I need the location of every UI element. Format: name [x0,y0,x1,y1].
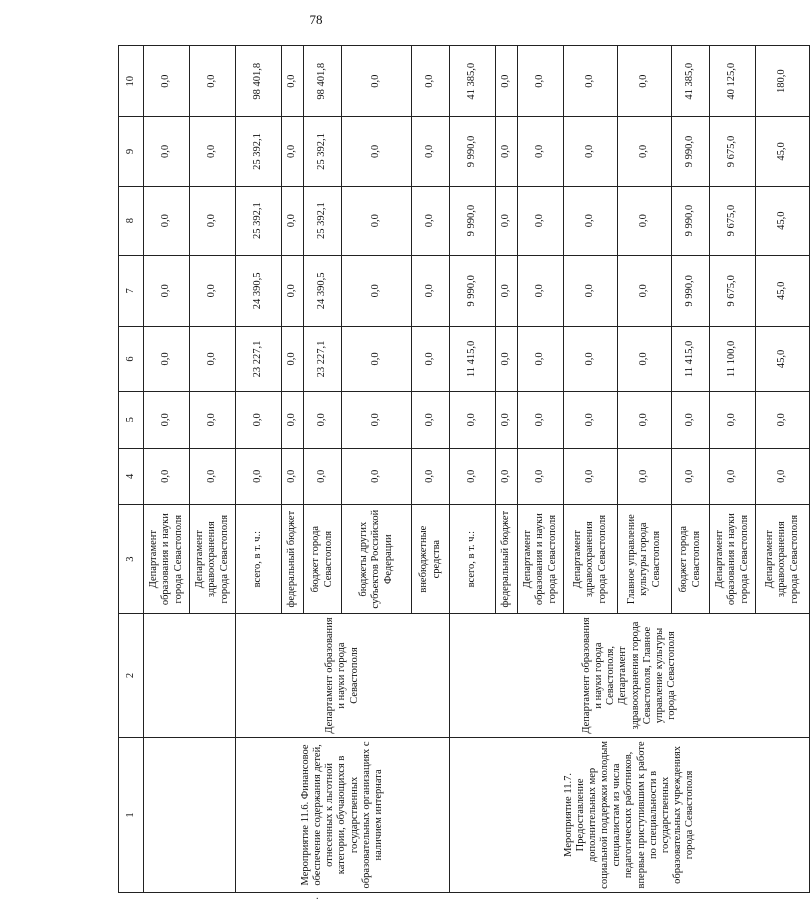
value-cell: 9 990,0 [672,117,710,186]
value-cell: 0,0 [282,186,304,255]
value-cell: 98 401,8 [304,46,342,117]
value-cell: 0,0 [756,391,810,448]
value-cell: 0,0 [282,46,304,117]
value-cell: 11 415,0 [672,326,710,391]
value-cell: 0,0 [282,326,304,391]
value-cell: 0,0 [518,117,564,186]
value-cell: 9 675,0 [710,186,756,255]
budget-table [118,45,810,893]
measure-cell: Мероприятие 11.6. Финансовое обеспечение содержания детей, отнесенных к льготной категории, обучающихся в государственных образовательных организациях с наличием интерната [236,737,450,892]
source-cell: федеральный бюджет [282,505,304,614]
value-cell: 0,0 [236,448,282,505]
source-cell: федеральный бюджет [496,505,518,614]
value-cell: 0,0 [710,448,756,505]
value-cell: 0,0 [342,255,412,326]
source-cell: Департамент образования и науки города Севастополя [518,505,564,614]
value-cell: 23 227,1 [236,326,282,391]
value-cell: 0,0 [618,46,672,117]
value-cell: 9 675,0 [710,255,756,326]
value-cell: 0,0 [342,326,412,391]
value-cell: 0,0 [144,448,190,505]
measure-cell: Мероприятие 11.7. Предоставление дополнительных мер социальной поддержки молодым специалистам из числа педагогических работников, впервые приступившим к работе по специальности в государственных образовательных учреждениях города Севастополя [450,737,810,892]
source-cell: Главное управление культуры города Севастополя [618,505,672,614]
header-cell: 9 [119,117,144,186]
source-cell: Департамент образования и науки города Севастополя [710,505,756,614]
value-cell: 23 227,1 [304,326,342,391]
value-cell: 25 392,1 [304,186,342,255]
source-cell: всего, в т. ч.: [450,505,496,614]
value-cell: 0,0 [618,186,672,255]
source-cell: внебюджетные средства [412,505,450,614]
header-cell: 6 [119,326,144,391]
value-cell: 0,0 [412,391,450,448]
source-cell: всего, в т. ч.: [236,505,282,614]
value-cell: 0,0 [518,46,564,117]
value-cell: 0,0 [672,448,710,505]
value-cell: 24 390,5 [304,255,342,326]
value-cell: 25 392,1 [304,117,342,186]
value-cell: 41 385,0 [450,46,496,117]
value-cell: 9 675,0 [710,117,756,186]
value-cell: 0,0 [190,391,236,448]
value-cell: 11 100,0 [710,326,756,391]
value-cell: 0,0 [144,46,190,117]
value-cell: 41 385,0 [672,46,710,117]
value-cell: 9 990,0 [450,117,496,186]
header-cell: 10 [119,46,144,117]
value-cell: 0,0 [450,391,496,448]
executor-cell [144,614,236,738]
value-cell: 0,0 [518,448,564,505]
value-cell: 0,0 [412,117,450,186]
source-cell: Департамент здравоохранения города Севастополя [190,505,236,614]
value-cell: 0,0 [236,391,282,448]
value-cell: 0,0 [342,117,412,186]
value-cell: 45,0 [756,326,810,391]
value-cell: 0,0 [564,46,618,117]
value-cell: 9 990,0 [672,186,710,255]
source-cell: Департамент образования и науки города Севастополя [144,505,190,614]
value-cell: 40 125,0 [710,46,756,117]
value-cell: 0,0 [564,117,618,186]
table-row [450,46,496,893]
value-cell: 0,0 [342,448,412,505]
value-cell: 0,0 [282,117,304,186]
value-cell: 0,0 [144,255,190,326]
value-cell: 0,0 [518,255,564,326]
value-cell: 0,0 [518,391,564,448]
value-cell: 0,0 [190,448,236,505]
value-cell: 0,0 [190,186,236,255]
value-cell: 0,0 [190,46,236,117]
table-row [144,46,190,893]
value-cell: 24 390,5 [236,255,282,326]
value-cell: 0,0 [282,448,304,505]
value-cell: 0,0 [412,448,450,505]
header-cell: 8 [119,186,144,255]
value-cell: 0,0 [190,326,236,391]
value-cell: 9 990,0 [672,255,710,326]
value-cell: 0,0 [304,391,342,448]
header-cell: 4 [119,448,144,505]
value-cell: 25 392,1 [236,117,282,186]
value-cell: 45,0 [756,255,810,326]
value-cell: 0,0 [412,46,450,117]
value-cell: 180,0 [756,46,810,117]
value-cell: 0,0 [618,326,672,391]
value-cell: 0,0 [756,448,810,505]
measure-cell [144,737,236,892]
value-cell: 0,0 [342,46,412,117]
value-cell: 0,0 [304,448,342,505]
header-cell: 2 [119,614,144,738]
value-cell: 0,0 [618,117,672,186]
rotated-table-container [118,45,800,893]
value-cell: 0,0 [564,448,618,505]
executor-cell: Департамент образования и науки города Севастополя, Департамент здравоохранения города Севастополя, Главное управление культуры города Севастополя [450,614,810,738]
value-cell: 0,0 [496,391,518,448]
source-cell: бюджет города Севастополя [672,505,710,614]
value-cell: 0,0 [564,326,618,391]
header-cell: 5 [119,391,144,448]
value-cell: 0,0 [496,46,518,117]
header-row [119,46,144,893]
value-cell: 0,0 [282,255,304,326]
value-cell: 0,0 [412,255,450,326]
source-cell: бюджеты других субъектов Российской Федерации [342,505,412,614]
value-cell: 0,0 [564,186,618,255]
source-cell: бюджет города Севастополя [304,505,342,614]
value-cell: 11 415,0 [450,326,496,391]
value-cell: 0,0 [412,326,450,391]
value-cell: 0,0 [518,186,564,255]
executor-cell: Департамент образования и науки города Севастополя [236,614,450,738]
value-cell: 0,0 [282,391,304,448]
header-cell: 1 [119,737,144,892]
value-cell: 0,0 [672,391,710,448]
value-cell: 0,0 [618,448,672,505]
value-cell: 0,0 [518,326,564,391]
value-cell: 0,0 [496,448,518,505]
value-cell: 0,0 [564,255,618,326]
value-cell: 0,0 [144,391,190,448]
value-cell: 0,0 [342,391,412,448]
header-cell: 3 [119,505,144,614]
value-cell: 0,0 [342,186,412,255]
footer-mark: . [316,891,319,902]
value-cell: 0,0 [618,391,672,448]
value-cell: 0,0 [144,326,190,391]
value-cell: 45,0 [756,117,810,186]
value-cell: 0,0 [190,255,236,326]
header-cell: 7 [119,255,144,326]
value-cell: 0,0 [564,391,618,448]
value-cell: 9 990,0 [450,186,496,255]
value-cell: 0,0 [618,255,672,326]
value-cell: 0,0 [496,117,518,186]
value-cell: 98 401,8 [236,46,282,117]
value-cell: 0,0 [144,186,190,255]
value-cell: 0,0 [450,448,496,505]
source-cell: Департамент здравоохранения города Севастополя [564,505,618,614]
value-cell: 0,0 [496,186,518,255]
value-cell: 0,0 [144,117,190,186]
value-cell: 0,0 [190,117,236,186]
page-number: 78 [309,12,323,27]
value-cell: 0,0 [412,186,450,255]
value-cell: 0,0 [710,391,756,448]
value-cell: 0,0 [496,255,518,326]
value-cell: 0,0 [496,326,518,391]
source-cell: Департамент здравоохранения города Севастополя [756,505,810,614]
value-cell: 9 990,0 [450,255,496,326]
value-cell: 45,0 [756,186,810,255]
value-cell: 25 392,1 [236,186,282,255]
table-row [236,46,282,893]
